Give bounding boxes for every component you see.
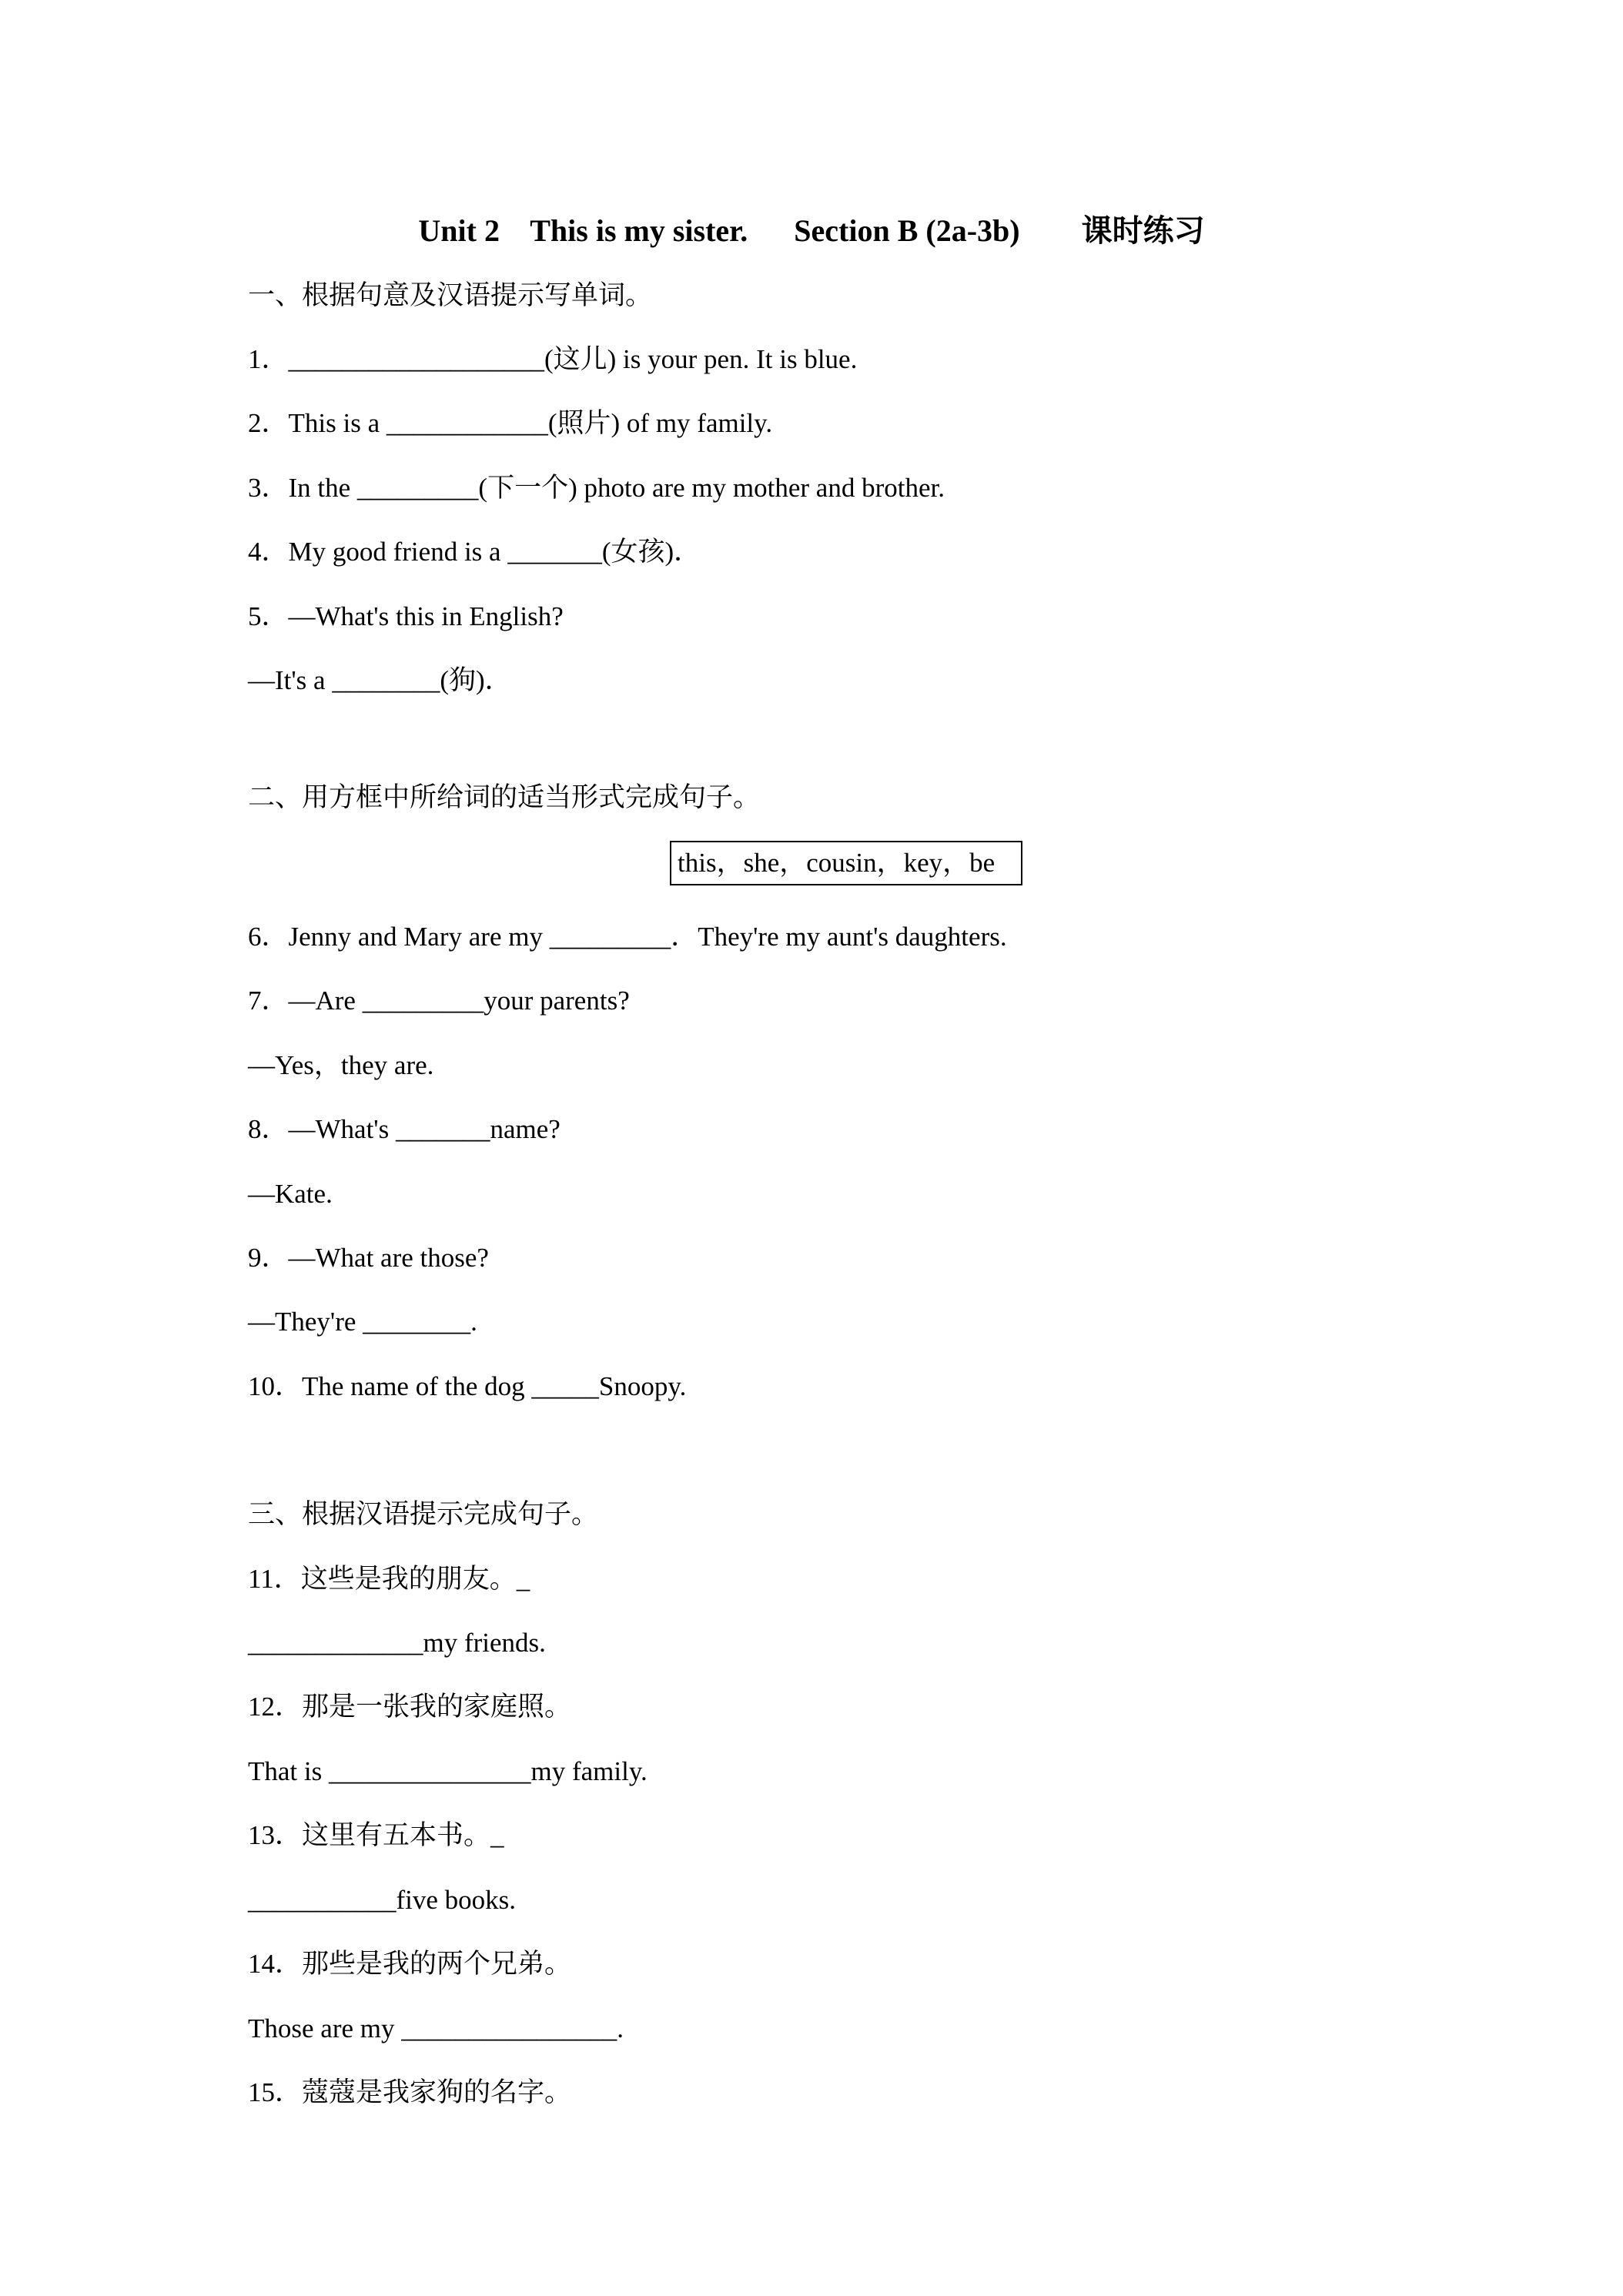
question-8: 8．—What's _______name?	[248, 1114, 561, 1144]
question-12: 12．那是一张我的家庭照。	[248, 1692, 572, 1722]
question-10: 10．The name of the dog _____Snoopy.	[248, 1371, 687, 1401]
question-2: 2．This is a ____________(照片) of my family.	[248, 408, 773, 438]
question-11: 11．这些是我的朋友。_	[248, 1564, 530, 1594]
word-bank-box: this，she，cousin，key，be	[670, 841, 1022, 885]
section-3-heading: 三、根据汉语提示完成句子。	[248, 1499, 599, 1529]
worksheet-title: Unit 2 This is my sister. Section B (2a-3b) 课时练习	[418, 213, 1205, 248]
question-1: 1．___________________(这儿) is your pen. It is blue.	[248, 344, 858, 374]
question-13-answer-line: ___________five books.	[248, 1885, 517, 1915]
question-9: 9．—What are those?	[248, 1243, 489, 1273]
question-14-answer-line: Those are my ________________.	[248, 2013, 624, 2043]
question-15: 15．蔻蔻是我家狗的名字。	[248, 2077, 572, 2107]
section-1-heading: 一、根据句意及汉语提示写单词。	[248, 280, 653, 310]
question-5: 5．—What's this in English?	[248, 601, 564, 631]
question-5-answer-line: —It's a ________(狗)．	[248, 665, 512, 695]
question-9-answer-line: —They're ________.	[248, 1307, 477, 1337]
question-8-answer-line: —Kate.	[248, 1179, 333, 1209]
question-3: 3．In the _________(下一个) photo are my mother and brother.	[248, 473, 945, 503]
question-4: 4．My good friend is a _______(女孩)．	[248, 537, 701, 567]
question-11-answer-line: _____________my friends.	[248, 1628, 546, 1658]
question-7-answer-line: —Yes，they are.	[248, 1050, 434, 1080]
question-7: 7．—Are _________your parents?	[248, 986, 630, 1016]
question-12-answer-line: That is _______________my family.	[248, 1756, 648, 1786]
question-6: 6．Jenny and Mary are my _________．They're my aunt's daughters.	[248, 922, 1007, 952]
section-2-heading: 二、用方框中所给词的适当形式完成句子。	[248, 782, 761, 812]
question-14: 14．那些是我的两个兄弟。	[248, 1949, 572, 1979]
question-13: 13．这里有五本书。_	[248, 1820, 504, 1850]
